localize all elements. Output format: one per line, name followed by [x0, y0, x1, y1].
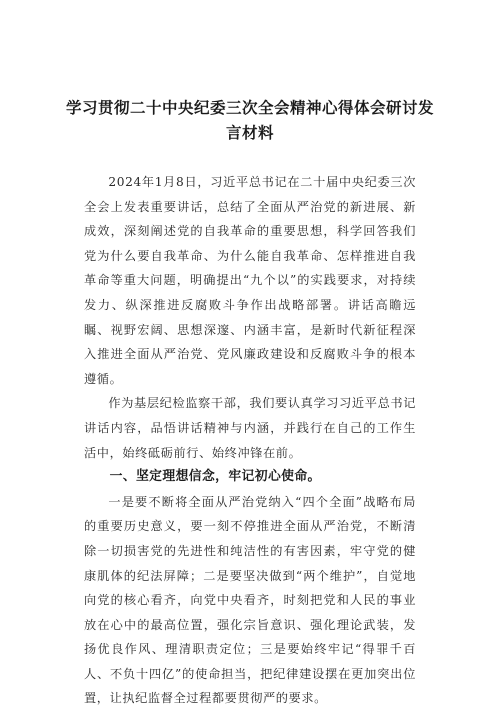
body-paragraph-2: 作为基层纪检监察干部，我们要认真学习习近平总书记讲话内容，品悟讲话精神与内涵，并践行在自己的工作生活中，始终砥砺前行、始终冲锋在前。	[84, 396, 416, 460]
section-heading-1: 一、坚定理想信念，牢记初心使命。	[109, 469, 321, 485]
body-paragraph-1: 2024年1月8日，习近平总书记在二十届中央纪委三次全会上发表重要讲话，总结了全面从严治党的新进展、新成效，深刻阐述党的自我革命的重要思想，科学回答我们党为什么要自我革命、为什么能自我革命、怎样推进自我革命等重大问题，明确提出“九个以”的实践要求，对持续发力、纵深推进反腐败斗争作出战略部署。讲话高瞻远瞩、视野宏阔、思想深邃、内涵丰富，是新时代新征程深入推进全面从严治党、党风廉政建设和反腐败斗争的根本遵循。	[84, 175, 416, 386]
document-title-line-1: 学习贯彻二十中央纪委三次全会精神心得体会研讨发	[65, 99, 434, 117]
document-title-line-2: 言材料	[225, 124, 274, 142]
body-paragraph-3: 一是要不断将全面从严治党纳入“四个全面”战略布局的重要历史意义，要一刻不停推进全面从严治党，不断清除一切损害党的先进性和纯洁性的有害因素，牢守党的健康肌体的纪法屏障；二是要坚决做到“两个维护”，自觉地向党的核心看齐，向党中央看齐，时刻把党和人民的事业放在心中的最高位置，强化宗旨意识、强化理论武装，发扬优良作风、理清职责定位；三是要始终牢记“得罪千百人、不负十四亿”的使命担当，把纪律建设摆在更加突出位置，让执纪监督全过程都要贯彻严的要求。	[84, 494, 416, 706]
document-body	[84, 170, 416, 711]
